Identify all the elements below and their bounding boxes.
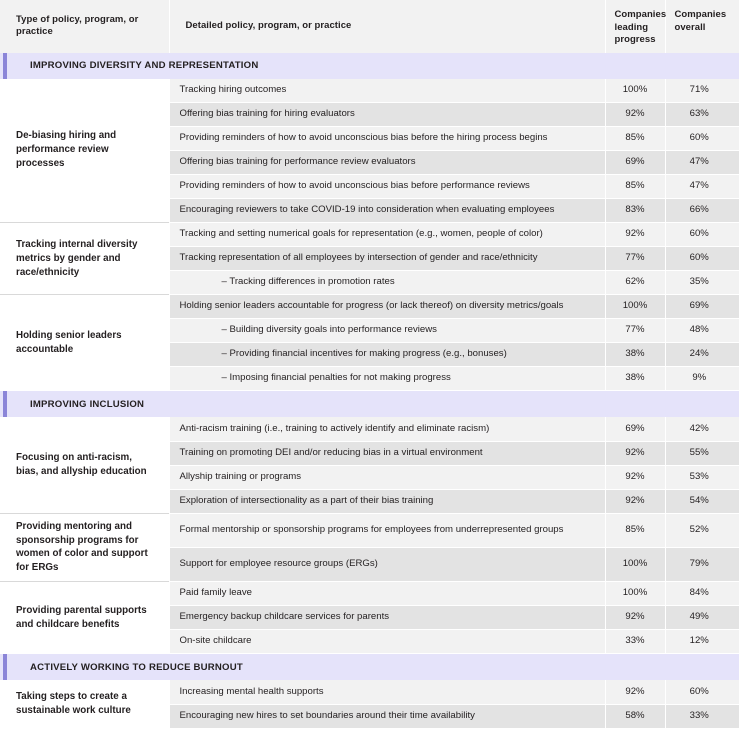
section-header-row: [0, 53, 739, 79]
policy-type-cell: De-biasing hiring and performance review processes: [0, 79, 169, 223]
policy-detail-cell: Exploration of intersectionality as a part of their bias training: [169, 489, 605, 513]
section-header-inner: [0, 53, 739, 79]
policy-detail-cell: Tracking representation of all employees by intersection of gender and race/ethnicity: [169, 247, 605, 271]
policy-detail-cell: Allyship training or programs: [169, 465, 605, 489]
header-line: Companies: [614, 9, 667, 20]
table-header: [0, 0, 739, 53]
policy-detail-cell: Tracking hiring outcomes: [169, 79, 605, 103]
table-row: [0, 223, 739, 247]
companies-leading-progress-value: 85%: [605, 127, 665, 151]
policy-detail-cell: Increasing mental health supports: [169, 680, 605, 704]
column-header-companies-leading-progress: [605, 0, 665, 53]
policy-type-cell: Holding senior leaders accountable: [0, 295, 169, 391]
companies-overall-value: 35%: [665, 271, 739, 295]
companies-overall-value: 60%: [665, 247, 739, 271]
section-header-cell: [0, 53, 739, 79]
policy-detail-cell: Providing reminders of how to avoid unconscious bias before performance reviews: [169, 175, 605, 199]
policy-detail-cell: Encouraging reviewers to take COVID-19 into consideration when evaluating employees: [169, 199, 605, 223]
table-row: [0, 582, 739, 606]
companies-leading-progress-value: 92%: [605, 441, 665, 465]
policy-detail-cell: Paid family leave: [169, 582, 605, 606]
table-row: [0, 417, 739, 441]
companies-overall-value: 24%: [665, 343, 739, 367]
companies-leading-progress-value: 92%: [605, 606, 665, 630]
policy-detail-cell: Tracking and setting numerical goals for representation (e.g., women, people of color): [169, 223, 605, 247]
companies-leading-progress-value: 100%: [605, 295, 665, 319]
policy-type-cell: Providing mentoring and sponsorship programs for women of color and support for ERGs: [0, 513, 169, 582]
companies-overall-value: 9%: [665, 367, 739, 391]
companies-leading-progress-value: 38%: [605, 343, 665, 367]
policy-type-cell: Providing parental supports and childcare benefits: [0, 582, 169, 654]
column-header-type: Type of policy, program, or practice: [0, 0, 169, 53]
companies-leading-progress-value: 69%: [605, 417, 665, 441]
companies-leading-progress-value: 92%: [605, 489, 665, 513]
companies-leading-progress-value: 92%: [605, 465, 665, 489]
section-header-cell: [0, 391, 739, 418]
table-row: [0, 513, 739, 547]
policy-detail-cell-sub: – Providing financial incentives for making progress (e.g., bonuses): [169, 343, 605, 367]
policy-detail-cell: Anti-racism training (i.e., training to actively identify and eliminate racism): [169, 417, 605, 441]
policy-detail-cell-sub: – Tracking differences in promotion rates: [169, 271, 605, 295]
companies-leading-progress-value: 83%: [605, 199, 665, 223]
policy-detail-cell: Holding senior leaders accountable for progress (or lack thereof) on diversity metrics/goals: [169, 295, 605, 319]
companies-overall-value: 55%: [665, 441, 739, 465]
companies-overall-value: 79%: [665, 547, 739, 581]
column-header-detail: Detailed policy, program, or practice: [169, 0, 605, 53]
header-row: [0, 0, 739, 53]
companies-overall-value: 63%: [665, 103, 739, 127]
section-accent-bar: [3, 654, 7, 680]
policy-detail-cell: Providing reminders of how to avoid unconscious bias before the hiring process begins: [169, 127, 605, 151]
policy-detail-cell: On-site childcare: [169, 630, 605, 654]
companies-overall-value: 47%: [665, 175, 739, 199]
header-line: leading: [614, 21, 649, 33]
policy-type-cell: Taking steps to create a sustainable work culture: [0, 680, 169, 728]
policy-detail-cell: Training on promoting DEI and/or reducing bias in a virtual environment: [169, 441, 605, 465]
companies-leading-progress-value: 100%: [605, 547, 665, 581]
companies-leading-progress-value: 92%: [605, 103, 665, 127]
table-row: [0, 680, 739, 704]
companies-overall-value: 69%: [665, 295, 739, 319]
companies-overall-value: 60%: [665, 680, 739, 704]
companies-overall-value: 52%: [665, 513, 739, 547]
policy-detail-cell: Emergency backup childcare services for parents: [169, 606, 605, 630]
companies-leading-progress-value: 92%: [605, 223, 665, 247]
companies-overall-value: 33%: [665, 704, 739, 728]
companies-overall-value: 12%: [665, 630, 739, 654]
companies-overall-value: 60%: [665, 223, 739, 247]
section-accent-bar: [3, 53, 7, 79]
companies-leading-progress-value: 62%: [605, 271, 665, 295]
section-header-inner: [0, 391, 739, 417]
companies-leading-progress-value: 92%: [605, 680, 665, 704]
companies-leading-progress-value: 77%: [605, 319, 665, 343]
policy-type-cell: Tracking internal diversity metrics by gender and race/ethnicity: [0, 223, 169, 295]
section-accent-bar: [3, 391, 7, 417]
section-title: IMPROVING DIVERSITY AND REPRESENTATION: [30, 60, 259, 72]
companies-overall-value: 49%: [665, 606, 739, 630]
policy-detail-cell: Offering bias training for hiring evaluators: [169, 103, 605, 127]
section-title: IMPROVING INCLUSION: [30, 398, 145, 410]
section-title: ACTIVELY WORKING TO REDUCE BURNOUT: [30, 661, 243, 673]
companies-leading-progress-value: 33%: [605, 630, 665, 654]
policy-detail-cell-sub: – Building diversity goals into performance reviews: [169, 319, 605, 343]
policy-detail-cell: Formal mentorship or sponsorship programs for employees from underrepresented groups: [169, 513, 605, 547]
companies-overall-value: 42%: [665, 417, 739, 441]
table-body: [0, 53, 739, 729]
policy-detail-cell-sub: – Imposing financial penalties for not making progress: [169, 367, 605, 391]
header-line: overall: [674, 21, 706, 33]
column-header-companies-overall: [665, 0, 739, 53]
section-header-inner: [0, 654, 739, 680]
header-line: progress: [614, 34, 656, 46]
companies-leading-progress-value: 100%: [605, 79, 665, 103]
companies-overall-value: 48%: [665, 319, 739, 343]
table-row: [0, 295, 739, 319]
policy-detail-cell: Encouraging new hires to set boundaries around their time availability: [169, 704, 605, 728]
companies-overall-value: 47%: [665, 151, 739, 175]
companies-leading-progress-value: 85%: [605, 513, 665, 547]
companies-overall-value: 71%: [665, 79, 739, 103]
policy-detail-cell: Offering bias training for performance review evaluators: [169, 151, 605, 175]
companies-overall-value: 66%: [665, 199, 739, 223]
table-row: [0, 79, 739, 103]
companies-leading-progress-value: 38%: [605, 367, 665, 391]
companies-overall-value: 53%: [665, 465, 739, 489]
companies-leading-progress-value: 58%: [605, 704, 665, 728]
policy-type-cell: Focusing on anti-racism, bias, and allyship education: [0, 417, 169, 513]
companies-overall-value: 60%: [665, 127, 739, 151]
companies-overall-value: 84%: [665, 582, 739, 606]
header-line: Companies: [674, 9, 727, 20]
companies-leading-progress-value: 85%: [605, 175, 665, 199]
companies-leading-progress-value: 100%: [605, 582, 665, 606]
section-header-row: [0, 391, 739, 418]
section-header-row: [0, 654, 739, 681]
section-header-cell: [0, 654, 739, 681]
companies-leading-progress-value: 77%: [605, 247, 665, 271]
companies-leading-progress-value: 69%: [605, 151, 665, 175]
policy-detail-cell: Support for employee resource groups (ERGs): [169, 547, 605, 581]
companies-overall-value: 54%: [665, 489, 739, 513]
